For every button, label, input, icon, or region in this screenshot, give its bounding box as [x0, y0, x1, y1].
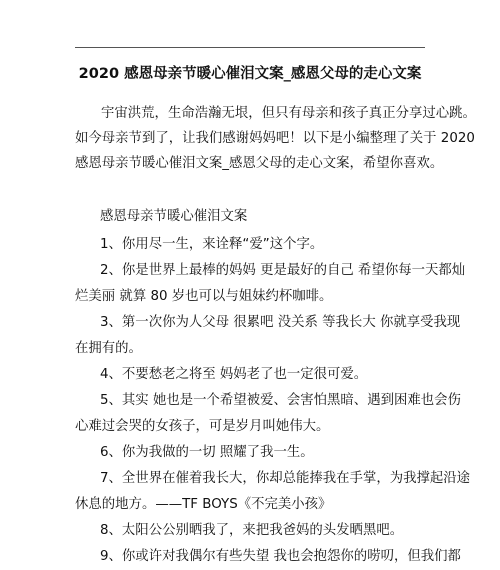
list-item — [75, 362, 425, 388]
top-divider — [75, 47, 425, 48]
list-item-text: 1、你用尽一生，来诠释“爱”这个字。 — [100, 237, 324, 252]
list-item-text: 休息的地方。——TF BOYS《不完美小孩》 — [75, 497, 332, 512]
list-item — [75, 544, 461, 570]
list-item-text: 3、第一次你为人父母 很累吧 没关系 等我长大 你就享受我现 — [100, 315, 461, 330]
list-item-text: 5、其实 她也是一个希望被爱、会害怕黑暗、遇到困难也会伤 — [100, 393, 461, 408]
list-item — [75, 388, 461, 440]
list-item — [75, 232, 425, 258]
list-item-text: 在拥有的。 — [75, 341, 142, 356]
list-item — [75, 310, 461, 362]
intro-paragraph — [75, 101, 476, 176]
list-item — [75, 518, 425, 544]
intro-line: 宇宙洪荒，生命浩瀚无垠，但只有母亲和孩子真正分享过心跳。 — [101, 106, 476, 121]
intro-line: 感恩母亲节暖心催泪文案_感恩父母的走心文案，希望你喜欢。 — [75, 156, 444, 171]
list-item-text: 心难过会哭的女孩子，可是岁月叫她伟大。 — [75, 419, 330, 434]
list-item-text: 8、太阳公公别晒我了，来把我爸妈的头发晒黑吧。 — [100, 523, 404, 538]
section-heading: 感恩母亲节暖心催泪文案 — [100, 209, 248, 224]
list-item — [75, 258, 466, 310]
intro-line: 如今母亲节到了，让我们感谢妈妈吧！以下是小编整理了关于 2020 — [75, 131, 475, 146]
article-title: 2020 感恩母亲节暖心催泪文案_感恩父母的走心文案 — [78, 66, 422, 82]
list-item-text: 6、你为我做的一切 照耀了我一生。 — [100, 445, 314, 460]
list-item-text: 烂美丽 就算 80 岁也可以与姐妹约杯咖啡。 — [75, 289, 333, 304]
list-item-text: 2、你是世界上最棒的妈妈 更是最好的自己 希望你每一天都灿 — [100, 263, 466, 278]
list-item — [75, 466, 471, 518]
list-item-text: 4、不要愁老之将至 妈妈老了也一定很可爱。 — [100, 367, 368, 382]
list-item-text: 7、全世界在催着我长大，你却总能捧我在手掌，为我撑起沿途 — [100, 471, 471, 486]
list-item-text: 9、你或许对我偶尔有些失望 我也会抱怨你的唠叨，但我们都 — [100, 549, 461, 564]
quote-list — [75, 232, 471, 570]
list-item — [75, 440, 425, 466]
